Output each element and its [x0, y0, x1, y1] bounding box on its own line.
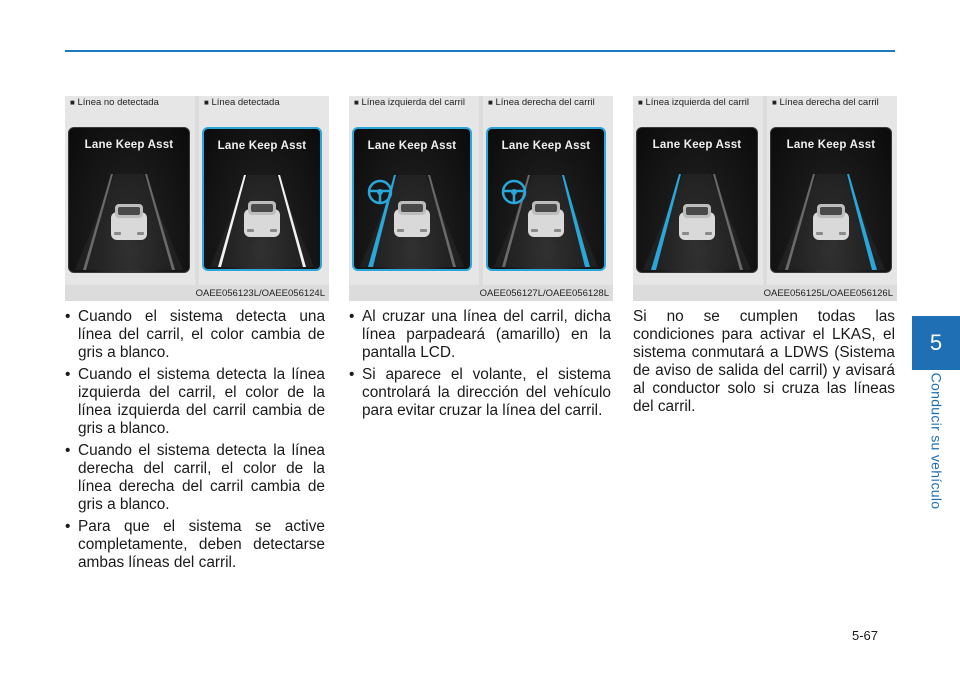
steering-wheel-icon — [503, 181, 525, 203]
bullet-item: • Al cruzar una línea del carril, dicha línea parpadeará (amarillo) en la pantalla LCD. — [349, 308, 611, 362]
screen-title: Lane Keep Asst — [786, 139, 876, 151]
panel-label: ■ Línea detectada — [204, 97, 280, 108]
screen-title: Lane Keep Asst — [217, 140, 307, 152]
square-bullet-icon: ■ — [354, 98, 359, 107]
steering-wheel-icon — [369, 181, 391, 203]
top-rule — [65, 50, 895, 52]
paragraph: Si no se cumplen todas las condiciones para activar el LKAS, el sistema conmutará a LDWS (Sistema de aviso de salida del carril) y avisará al conductor solo si cruza las líneas del carril. — [633, 308, 895, 415]
car-icon — [679, 204, 715, 246]
cluster-screen — [636, 127, 758, 273]
panel-label: ■ Línea no detectada — [70, 97, 159, 108]
cluster-screen — [202, 127, 322, 271]
page-number: 5-67 — [852, 628, 879, 643]
figure-2-panel-left — [349, 96, 479, 285]
square-bullet-icon: ■ — [70, 98, 75, 107]
figure-3 — [633, 96, 897, 301]
figure-code: OAEE056127L/OAEE056128L — [479, 288, 609, 299]
figure-1-panel-right — [199, 96, 329, 285]
screen-title: Lane Keep Asst — [501, 140, 591, 152]
screen-title: Lane Keep Asst — [367, 140, 457, 152]
figure-code: OAEE056125L/OAEE056126L — [763, 288, 893, 299]
square-bullet-icon: ■ — [638, 98, 643, 107]
car-icon — [813, 204, 849, 246]
bullet-item: • Si aparece el volante, el sistema controlará la dirección del vehículo para evitar cruzar la línea del carril. — [349, 366, 611, 420]
figure-code: OAEE056123L/OAEE056124L — [195, 288, 325, 299]
car-icon — [111, 204, 147, 246]
bullet-item: • Cuando el sistema detecta la línea derecha del carril, el color de la línea derecha del carril cambia de gris a blanco. — [65, 442, 325, 514]
cluster-screen — [770, 127, 892, 273]
panel-label: ■ Línea izquierda del carril — [354, 97, 465, 108]
panel-label: ■ Línea izquierda del carril — [638, 97, 749, 108]
chapter-number: 5 — [929, 330, 943, 355]
car-icon — [528, 201, 564, 243]
cluster-screen — [352, 127, 472, 271]
cluster-screen — [486, 127, 606, 271]
screen-title: Lane Keep Asst — [652, 139, 742, 151]
square-bullet-icon: ■ — [204, 98, 209, 107]
text-column-1 — [65, 308, 325, 576]
chapter-tab — [912, 316, 960, 370]
text-column-2 — [349, 308, 611, 424]
text-column-3 — [633, 308, 895, 416]
panel-label: ■ Línea derecha del carril — [488, 97, 595, 108]
bullet-item: • Cuando el sistema detecta la línea izquierda del carril, el color de la línea izquierda del carril cambia de gris a blanco. — [65, 366, 325, 438]
figure-3-panel-left — [633, 96, 763, 285]
square-bullet-icon: ■ — [772, 98, 777, 107]
bullet-item: • Cuando el sistema detecta una línea del carril, el color cambia de gris a blanco. — [65, 308, 325, 362]
panel-label: ■ Línea derecha del carril — [772, 97, 879, 108]
figure-2 — [349, 96, 613, 301]
figure-2-panel-right — [483, 96, 613, 285]
screen-title: Lane Keep Asst — [84, 139, 174, 151]
chapter-title: Conducir su vehículo — [928, 372, 944, 510]
car-icon — [394, 201, 430, 243]
figure-1-panel-left — [65, 96, 195, 285]
figure-1 — [65, 96, 329, 301]
figure-3-panel-right — [767, 96, 897, 285]
car-icon — [244, 201, 280, 243]
bullet-item: • Para que el sistema se active completamente, deben detectarse ambas líneas del carril. — [65, 518, 325, 572]
chapter-side-title — [913, 372, 959, 510]
square-bullet-icon: ■ — [488, 98, 493, 107]
cluster-screen — [68, 127, 190, 273]
